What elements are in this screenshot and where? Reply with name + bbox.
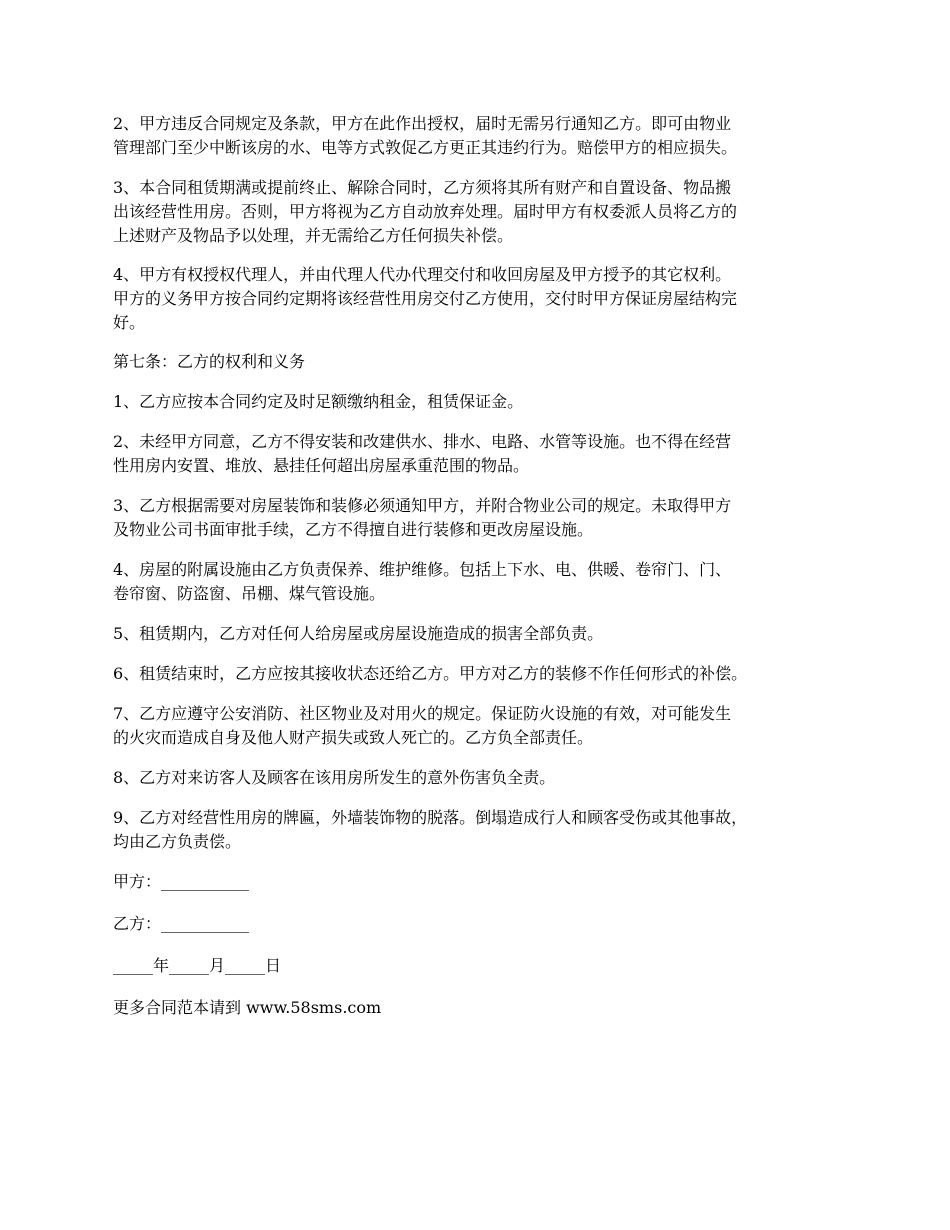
date-line	[113, 954, 843, 978]
text-line: 9、乙方对经营性用房的牌匾，外墙装饰物的脱落。倒塌造成行人和顾客受伤或其他事故，	[113, 808, 748, 827]
text-line: 第七条：乙方的权利和义务	[113, 352, 306, 371]
section-heading	[113, 350, 843, 374]
text-line: 8、乙方对来访客人及顾客在该用房所发生的意外伤害负全责。	[113, 768, 556, 787]
document-body	[113, 112, 843, 1020]
text-line: 2、未经甲方同意，乙方不得安装和改建供水、排水、电路、水管等设施。也不得在经营	[113, 432, 732, 451]
text-line: 的火灾而造成自身及他人财产损失或致人死亡的。乙方负全部责任。	[113, 728, 594, 747]
clause-paragraph	[113, 390, 843, 414]
party-b-signature-line	[113, 912, 843, 936]
party-a-signature-line	[113, 870, 843, 894]
clause-paragraph	[113, 766, 843, 790]
clause-paragraph	[113, 430, 843, 478]
text-line: 上述财产及物品予以处理，并无需给乙方任何损失补偿。	[113, 226, 514, 245]
clause-paragraph	[113, 662, 843, 686]
text-line: 好。	[113, 313, 146, 332]
text-line: 均由乙方负责偿。	[113, 832, 242, 851]
text-line: 4、甲方有权授权代理人，并由代理人代办代理交付和收回房屋及甲方授予的其它权利。	[113, 265, 732, 284]
text-line: 5、租赁期内，乙方对任何人给房屋或房屋设施造成的损害全部负责。	[113, 624, 604, 643]
text-line: 6、租赁结束时，乙方应按其接收状态还给乙方。甲方对乙方的装修不作任何形式的补偿。	[113, 664, 748, 683]
clause-paragraph	[113, 806, 843, 854]
clause-paragraph	[113, 263, 843, 335]
clause-paragraph	[113, 112, 843, 160]
text-line: 3、乙方根据需要对房屋装饰和装修必须通知甲方，并附合物业公司的规定。未取得甲方	[113, 496, 732, 515]
clause-paragraph	[113, 702, 843, 750]
clause-paragraph	[113, 494, 843, 542]
text-line: 甲方：___________	[113, 872, 250, 891]
text-line: 2、甲方违反合同规定及条款，甲方在此作出授权，届时无需另行通知乙方。即可由物业	[113, 114, 732, 133]
text-line: 及物业公司书面审批手续，乙方不得擅自进行装修和更改房屋设施。	[113, 520, 594, 539]
clause-paragraph	[113, 622, 843, 646]
clause-paragraph	[113, 558, 843, 606]
text-line: _____年_____月_____日	[113, 956, 282, 975]
text-line: 1、乙方应按本合同约定及时足额缴纳租金，租赁保证金。	[113, 392, 524, 411]
text-line: 4、房屋的附属设施由乙方负责保养、维护维修。包括上下水、电、供暖、卷帘门、门、	[113, 560, 732, 579]
text-line: 乙方：___________	[113, 914, 250, 933]
text-line: 7、乙方应遵守公安消防、社区物业及对用火的规定。保证防火设施的有效，对可能发生	[113, 704, 732, 723]
clause-paragraph	[113, 176, 843, 248]
text-line: 卷帘窗、防盗窗、吊棚、煤气管设施。	[113, 584, 386, 603]
text-line: 管理部门至少中断该房的水、电等方式敦促乙方更正其违约行为。赔偿甲方的相应损失。	[113, 138, 738, 157]
text-line: 出该经营性用房。否则，甲方将视为乙方自动放弃处理。届时甲方有权委派人员将乙方的	[113, 202, 738, 221]
text-line: 甲方的义务甲方按合同约定期将该经营性用房交付乙方使用，交付时甲方保证房屋结构完	[113, 289, 738, 308]
text-line: 更多合同范本请到 www.58sms.com	[113, 998, 382, 1017]
text-line: 3、本合同租赁期满或提前终止、解除合同时，乙方须将其所有财产和自置设备、物品搬	[113, 178, 732, 197]
text-line: 性用房内安置、堆放、悬挂任何超出房屋承重范围的物品。	[113, 456, 530, 475]
footer-note	[113, 996, 843, 1020]
